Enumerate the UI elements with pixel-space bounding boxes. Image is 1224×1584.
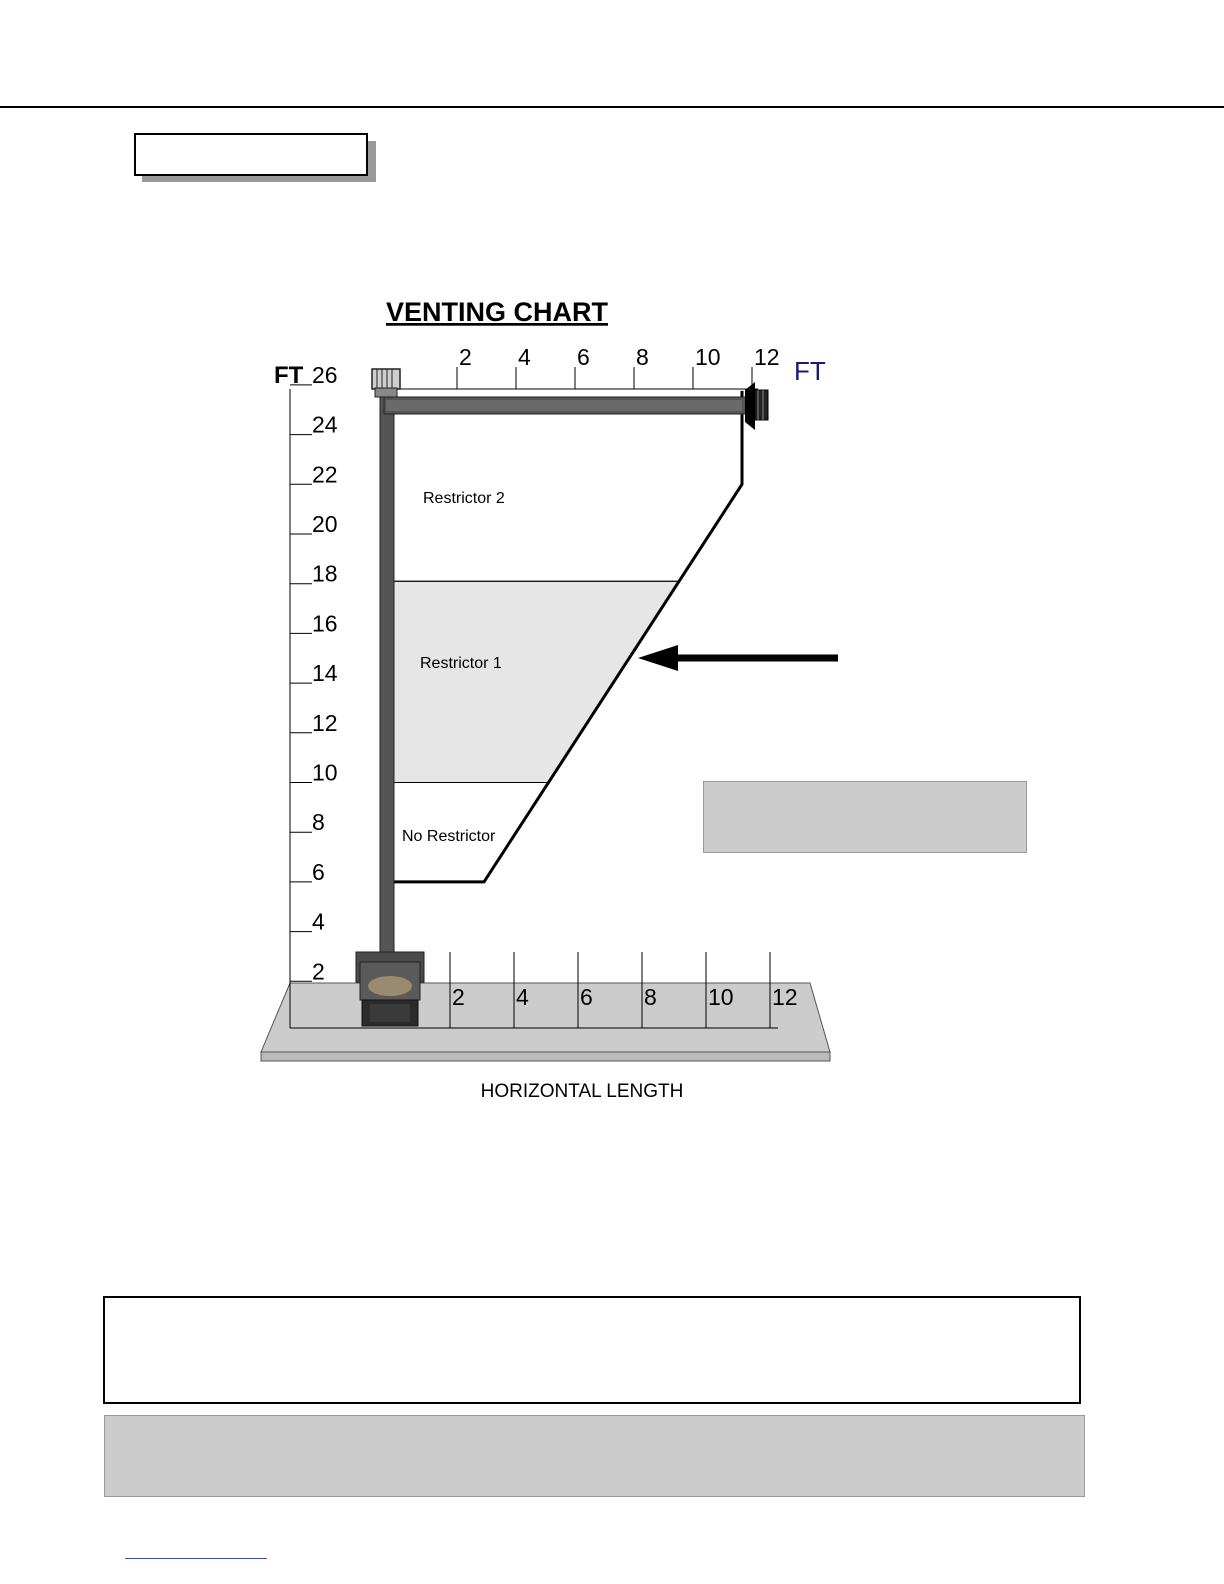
top-x-tick-label: 12 <box>754 344 780 370</box>
top-x-tick-label: 10 <box>695 344 721 370</box>
x-axis-label: HORIZONTAL LENGTH <box>480 1081 684 1102</box>
label-restrictor-2: Restrictor 2 <box>423 490 505 507</box>
y-tick-label: 6 <box>312 858 325 885</box>
y-tick-label: 26 <box>312 361 338 388</box>
y-axis-ticks <box>290 362 338 984</box>
top-x-tick-label: 2 <box>459 344 472 370</box>
bottom-x-tick-label: 6 <box>580 984 593 1010</box>
y-tick-label: 14 <box>312 660 338 687</box>
vertical-vent-pipe <box>380 397 394 954</box>
y-tick-label: 2 <box>312 958 325 985</box>
bottom-x-tick-label: 12 <box>772 984 798 1010</box>
horizontal-vent-pipe-highlight <box>386 400 742 411</box>
notice-box <box>103 1296 1081 1404</box>
vertical-termination-cap <box>372 369 400 397</box>
y-tick-label: 4 <box>312 908 325 935</box>
bottom-x-tick-label: 10 <box>708 984 734 1010</box>
label-no-restrictor: No Restrictor <box>402 828 496 845</box>
y-tick-label: 24 <box>312 411 338 438</box>
note-box <box>703 781 1027 853</box>
top-axis-unit-label: FT <box>794 356 826 386</box>
floor-platform <box>261 983 830 1052</box>
fireplace-unit <box>356 952 424 1026</box>
bottom-x-tick-label: 2 <box>452 984 465 1010</box>
y-tick-label: 22 <box>312 461 338 488</box>
x-axis-top-ticks <box>457 344 780 389</box>
warning-box <box>104 1415 1085 1497</box>
bottom-x-tick-label: 8 <box>644 984 657 1010</box>
footer-link-underline[interactable] <box>125 1558 267 1559</box>
floor-base <box>261 1052 830 1061</box>
y-tick-label: 8 <box>312 809 325 836</box>
y-axis-unit-label: FT <box>274 362 304 389</box>
bottom-x-tick-label: 4 <box>516 984 529 1010</box>
region-restrictor-1 <box>394 581 679 782</box>
top-x-tick-label: 8 <box>636 344 649 370</box>
pointer-arrow <box>638 645 838 671</box>
top-x-tick-label: 4 <box>518 344 531 370</box>
y-tick-label: 20 <box>312 511 338 537</box>
top-x-tick-label: 6 <box>577 344 590 370</box>
y-tick-label: 18 <box>312 560 338 587</box>
chart-title: VENTING CHART <box>386 297 608 327</box>
label-restrictor-1: Restrictor 1 <box>420 655 502 672</box>
y-tick-label: 12 <box>312 709 338 736</box>
y-tick-label: 16 <box>312 610 338 637</box>
y-tick-label: 10 <box>312 759 338 786</box>
